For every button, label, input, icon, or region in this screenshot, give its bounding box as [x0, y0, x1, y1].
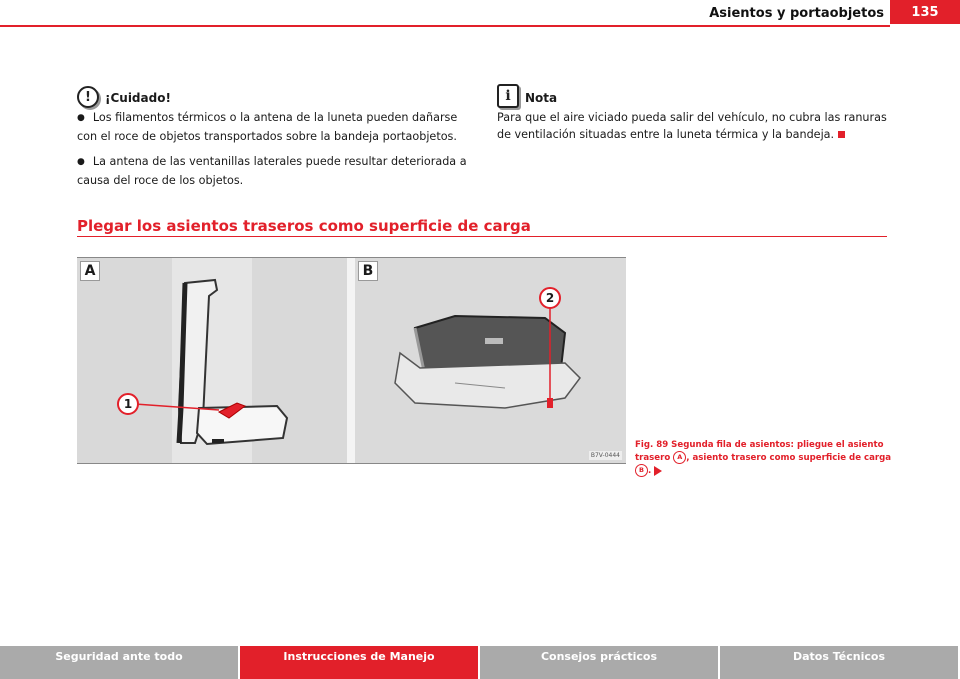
- panel-label-b: B: [358, 261, 378, 281]
- ref-a-badge: A: [673, 451, 686, 464]
- ref-b-badge: B: [635, 464, 648, 477]
- footer-tab-datos[interactable]: Datos Técnicos: [720, 646, 958, 679]
- note-text: Para que el aire viciado pueda salir del vehículo, no cubra las ranuras de ventilación situadas entre la luneta térmica y la bandeja.: [497, 111, 887, 141]
- caution-bullet: ● La antena de las ventanillas laterales puede resultar deteriorada a causa del roce de los objetos.: [77, 153, 469, 189]
- caution-header: [77, 80, 469, 108]
- caption-text: .: [648, 466, 652, 476]
- header-title: Asientos y portaobjetos: [709, 6, 884, 21]
- figure-caption: [635, 439, 895, 477]
- seat-folding-illustration: [77, 258, 347, 463]
- footer-tab-seguridad[interactable]: Seguridad ante todo: [0, 646, 238, 679]
- footer-nav: [0, 646, 960, 679]
- section-divider: [77, 236, 887, 237]
- footer-tab-instrucciones[interactable]: Instrucciones de Manejo: [240, 646, 478, 679]
- note-paragraph: [497, 109, 887, 143]
- info-icon: i: [497, 84, 519, 108]
- callout-2: 2: [545, 291, 555, 305]
- caption-line-1: Fig. 89 Segunda fila de asientos: pliegue el asiento: [635, 440, 884, 450]
- caution-title: ¡Cuidado!: [105, 91, 171, 105]
- caption-text: , asiento trasero como superficie de carga: [686, 453, 892, 463]
- panel-gap: [347, 258, 355, 463]
- panel-label-a: A: [80, 261, 100, 281]
- note-box: [497, 80, 887, 151]
- figure-panel-b: [355, 258, 626, 463]
- figure-panel-a: [77, 258, 347, 463]
- figure-code: B7V-0444: [590, 452, 620, 459]
- header-divider: [0, 25, 890, 27]
- note-header: [497, 80, 887, 108]
- caution-bullet: ● Los filamentos térmicos o la antena de la luneta pueden dañarse con el roce de objetos transportados sobre la bandeja portaobjetos.: [77, 109, 469, 145]
- end-mark-icon: [838, 131, 845, 138]
- warning-icon: !: [77, 86, 99, 108]
- caption-text: trasero: [635, 453, 674, 463]
- footer-tab-consejos[interactable]: Consejos prácticos: [480, 646, 718, 679]
- next-page-arrow-icon[interactable]: [654, 466, 662, 476]
- figure-89: [77, 257, 626, 464]
- callout-1: 1: [123, 397, 133, 411]
- section-title: Plegar los asientos traseros como superficie de carga: [77, 217, 531, 235]
- page-number: 135: [890, 0, 960, 24]
- cargo-surface-illustration: [355, 258, 626, 463]
- caution-box: [77, 80, 469, 197]
- note-title: Nota: [525, 91, 558, 105]
- caption-line-2: [635, 451, 895, 477]
